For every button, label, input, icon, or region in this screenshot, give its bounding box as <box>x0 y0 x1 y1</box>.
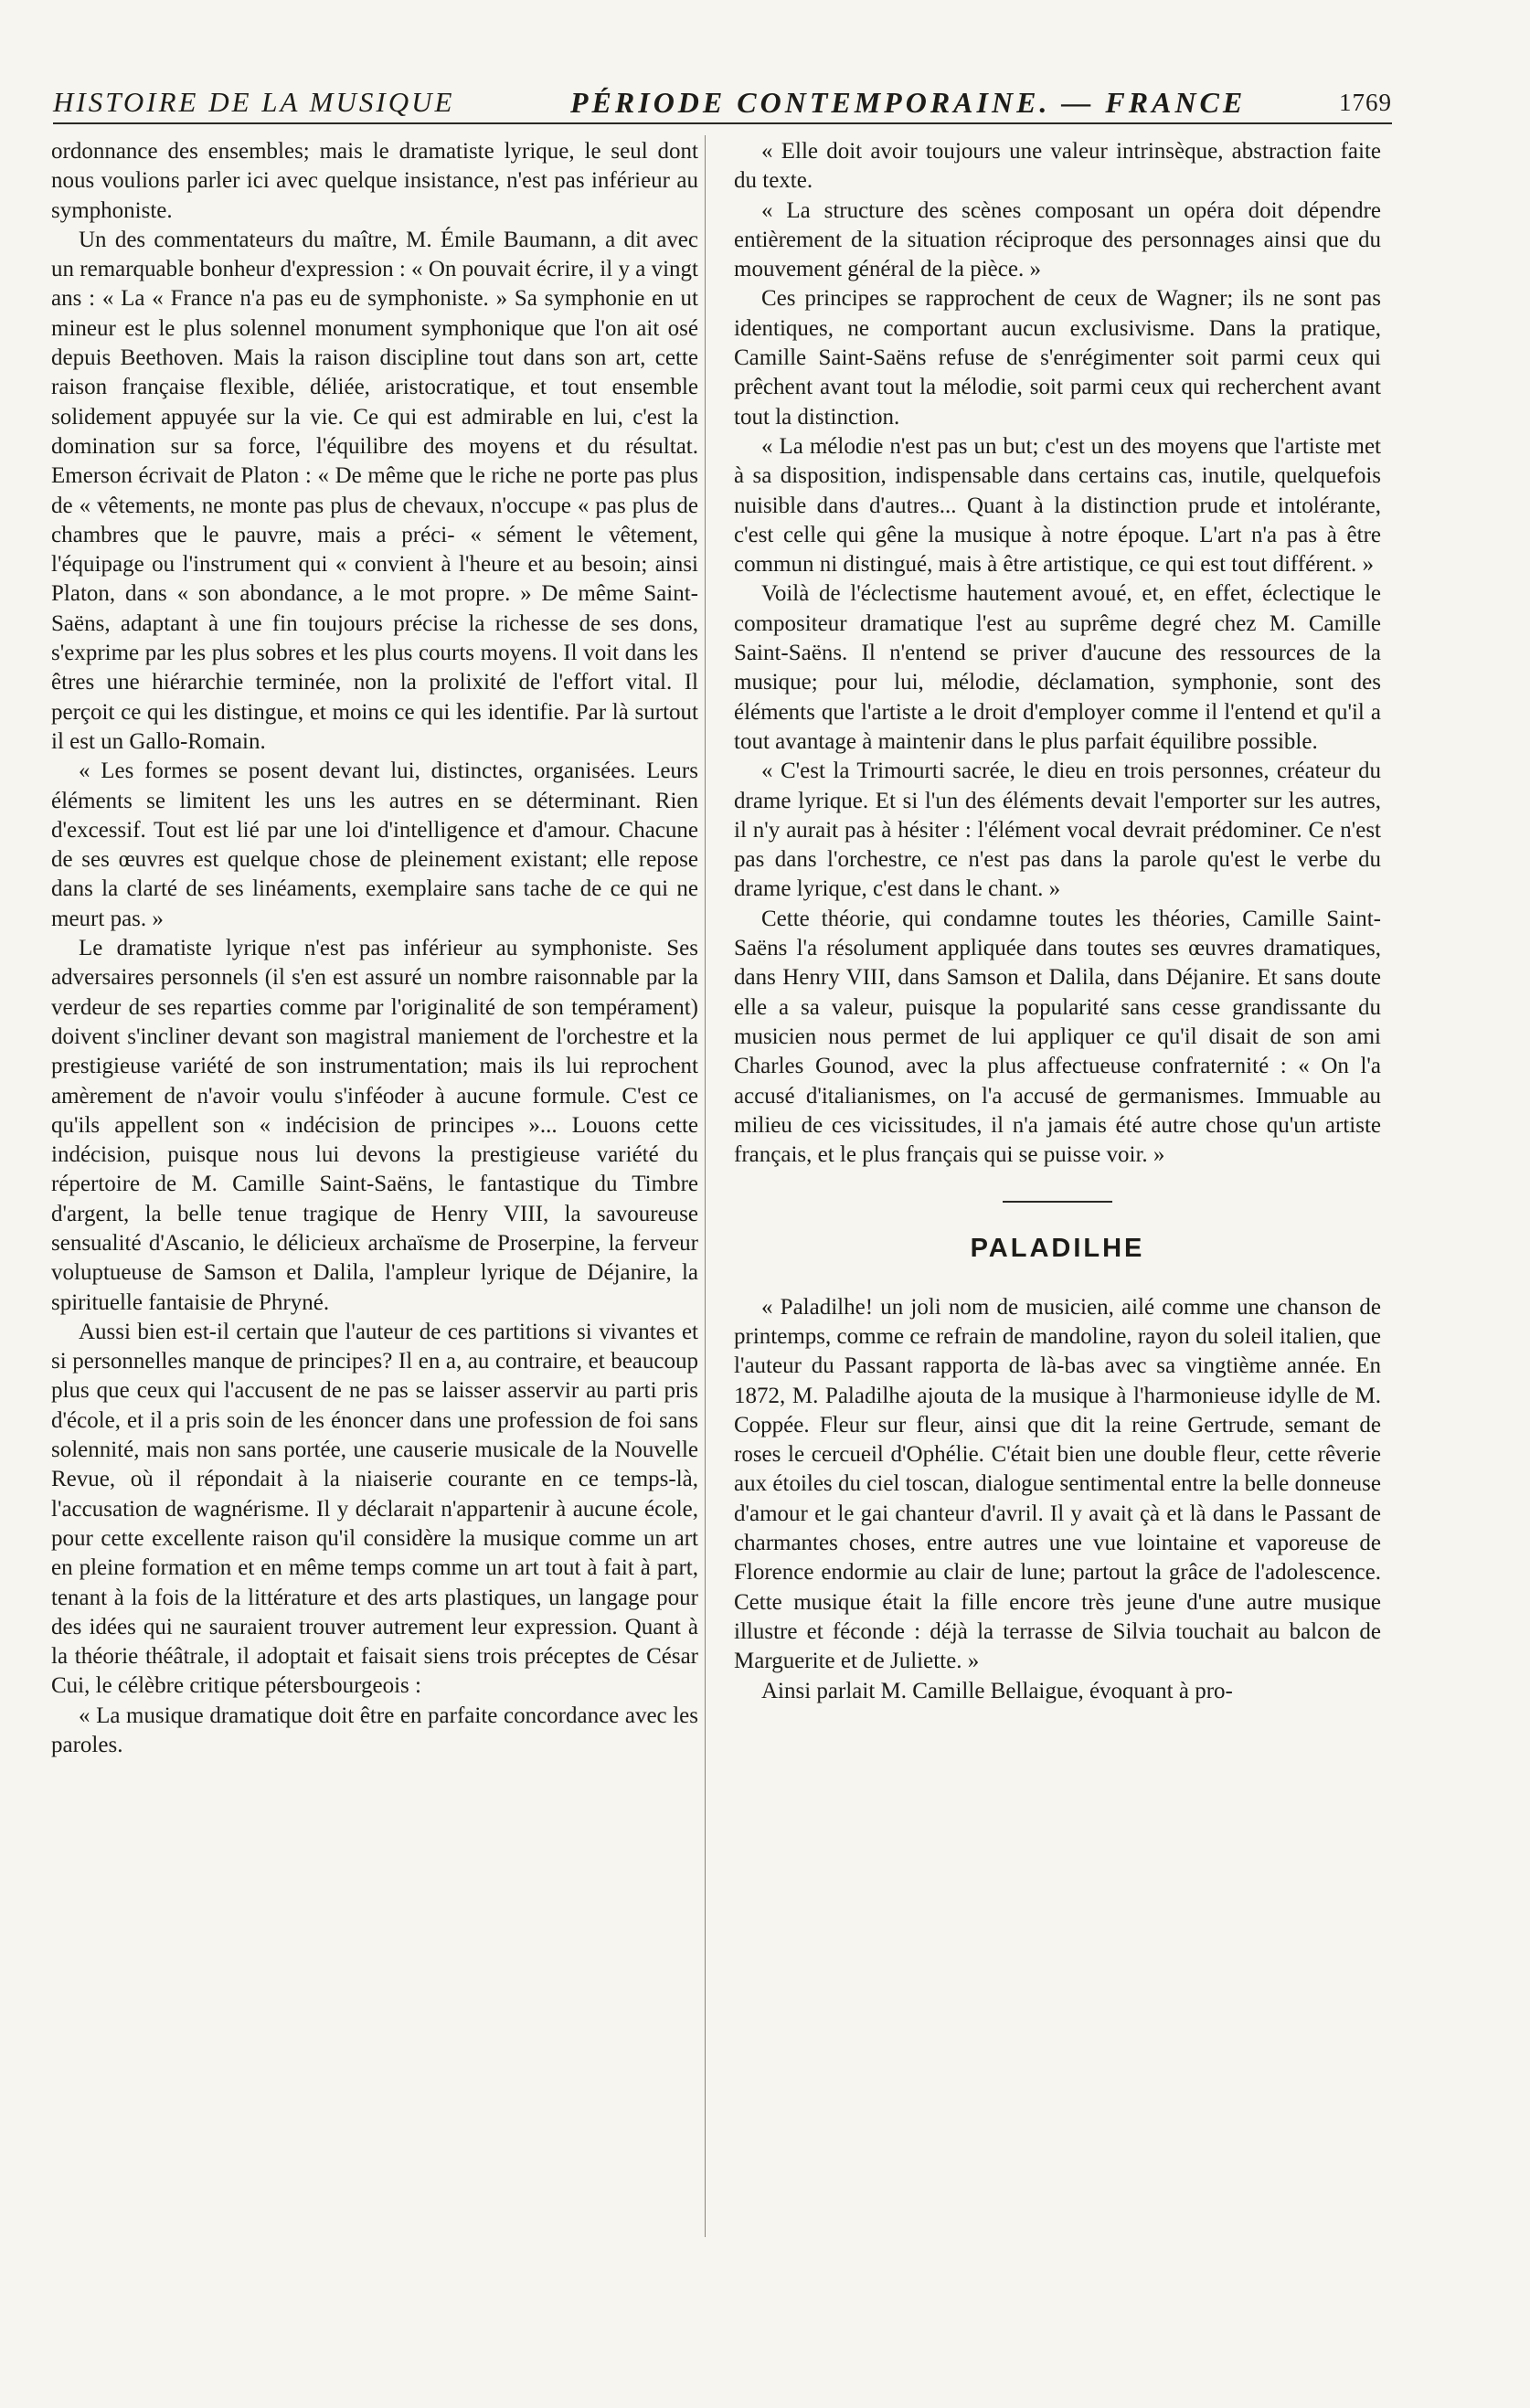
running-header <box>53 82 1392 124</box>
header-book-title: HISTOIRE DE LA MUSIQUE <box>53 86 455 118</box>
paragraph: « Elle doit avoir toujours une valeur intrinsèque, abstraction faite du texte. <box>734 139 1381 194</box>
paragraph: ordonnance des ensembles; mais le dramatiste lyrique, le seul dont nous voulions parler ici avec quelque insistance, n'est pas inférieur au symphoniste. <box>51 139 698 223</box>
left-column <box>51 137 698 1760</box>
paragraph: Ces principes se rapprochent de ceux de Wagner; ils ne sont pas identiques, ne comportant aucun exclusivisme. Dans la pratique, Camille Saint-Saëns refuse de s'enrégimenter soit parmi ceux qui prêchent avant tout la mélodie, soit parmi ceux qui recherchent avant tout la distinction. <box>734 286 1381 430</box>
paragraph: « Les formes se posent devant lui, distinctes, organisées. Leurs éléments se limitent les uns les autres en se déterminant. Rien d'excessif. Tout est lié par une loi d'intelligence et d'amour. Chacune de ses œuvres est quelque chose de pleinement existant; elle repose dans la clarté de ses linéaments, exemplaire sans tache de ce qui ne meurt pas. » <box>51 758 698 931</box>
paragraph: « La musique dramatique doit être en parfaite concordance avec les paroles. <box>51 1703 698 1758</box>
page-number: 1769 <box>1339 89 1392 116</box>
paragraph: Le dramatiste lyrique n'est pas inférieur au symphoniste. Ses adversaires personnels (il s'en est assuré un nombre raisonnable par la verdeur de ses reparties comme par l'originalité de son tempérament) doivent s'incliner devant son magistral maniement de l'orchestre et la prestigieuse variété de son instrumentation; mais ils lui reprochent amèrement de n'avoir voulu s'inféoder à aucune formule. C'est ce qu'ils appellent son « indécision de principes »... Louons cette indécision, puisque nous lui devons la prestigieuse variété du répertoire de M. Camille Saint-Saëns, le fantastique du Timbre d'argent, la belle tenue tragique de Henry VIII, la savoureuse sensualité d'Ascanio, le délicieux archaïsme de Proserpine, la ferveur voluptueuse de Samson et Dalila, l'ampleur lyrique de Déjanire, la spirituelle fantaisie de Phryné. <box>51 936 698 1315</box>
section-separator <box>1003 1201 1112 1203</box>
paragraph: Ainsi parlait M. Camille Bellaigue, évoquant à pro- <box>761 1678 1233 1703</box>
paragraph: Aussi bien est-il certain que l'auteur de ces partitions si vivantes et si personnelles manque de principes? Il en a, au contraire, et beaucoup plus que ceux qui l'accusent de ne pas se laisser asservir au parti pris d'école, et il a pris soin de les énoncer dans une profession de foi sans solennité, mais non sans portée, une causerie musicale de la Nouvelle Revue, où il répondait à la niaiserie courante en ce temps-là, l'accusation de wagnérisme. Il y déclarait n'appartenir à aucune école, pour cette excellente raison qu'il considère la musique comme un art en pleine formation et en même temps comme un art tout à fait à part, tenant à la fois de la littérature et des arts plastiques, un langage pour des idées qui ne sauraient trouver autrement leur expression. Quant à la théorie théâtrale, il adoptait et faisait siens trois préceptes de César Cui, le célèbre critique pétersbourgeois : <box>51 1319 698 1699</box>
paragraph: « Paladilhe! un joli nom de musicien, ailé comme une chanson de printemps, comme ce refrain de mandoline, rayon du soleil italien, que l'auteur du Passant rapporta de là-bas avec sa vingtième année. En 1872, M. Paladilhe ajouta de la musique à l'harmonieuse idylle de M. Coppée. Fleur sur fleur, ainsi que dit la reine Gertrude, semant de roses le cercueil d'Ophélie. C'était bien une double fleur, cette rêverie aux étoiles du ciel toscan, dialogue sentimental entre la belle donneuse d'amour et le gai chanteur d'avril. Il y avait çà et là dans le Passant de charmantes choses, entre autres une vue lointaine et vaporeuse de Florence endormie au clair de lune; partout la grâce de l'adolescence. Cette musique était la fille encore très jeune d'une autre musique illustre et féconde : déjà la terrasse de Silvia touchait au balcon de Marguerite et de Juliette. » <box>734 1294 1381 1674</box>
column-divider <box>705 135 706 2237</box>
section-heading: PALADILHE <box>970 1234 1145 1264</box>
paragraph: Cette théorie, qui condamne toutes les théories, Camille Saint-Saëns l'a résolument appliquée dans toutes ses œuvres dramatiques, dans Henry VIII, dans Samson et Dalila, dans Déjanire. Et sans doute elle a sa valeur, puisque la popularité sans cesse grandissante du musicien nous permet de lui appliquer ce qu'il disait de son ami Charles Gounod, avec la plus affectueuse confraternité : « On l'a accusé d'italianismes, on l'a accusé de germanismes. Immuable au milieu de ces vicissitudes, il n'a jamais été autre chose qu'un artiste français, et le plus français qui se puisse voir. » <box>734 906 1381 1168</box>
right-column <box>734 137 1381 1706</box>
paragraph: « La structure des scènes composant un opéra doit dépendre entièrement de la situation réciproque des personnages ainsi que du mouvement général de la pièce. » <box>734 197 1381 282</box>
paragraph: « La mélodie n'est pas un but; c'est un des moyens que l'artiste met à sa disposition, indispensable dans certains cas, inutile, quelquefois nuisible dans d'autres... Quant à la distinction prude et intolérante, c'est celle qui gêne la musique à notre époque. L'art n'a pas à être commun ni distingué, mais à être artistique, ce qui est tout différent. » <box>734 433 1381 578</box>
paragraph: Voilà de l'éclectisme hautement avoué, et, en effet, éclectique le compositeur dramatique l'est au suprême degré chez M. Camille Saint-Saëns. Il n'entend se priver d'aucune des ressources de la musique; pour lui, mélodie, déclamation, symphonie, sont des éléments que l'artiste a le droit d'employer comme il l'entend et qu'il a tout avantage à maintenir dans le plus parfait équilibre possible. <box>734 581 1381 754</box>
paragraph: Un des commentateurs du maître, M. Émile Baumann, a dit avec un remarquable bonheur d'expression : « On pouvait écrire, il y a vingt ans : « La « France n'a pas eu de symphoniste. » Sa symphonie en ut mineur est le plus solennel monument symphonique que l'on ait osé depuis Beethoven. Mais la raison discipline tout dans son art, cette raison française flexible, déliée, aristocratique, et tout ensemble solidement appuyée sur la vie. Ce qui est admirable en lui, c'est la domination sur sa force, l'équilibre des moyens et du résultat. Emerson écrivait de Platon : « De même que le riche ne porte pas plus de « vêtements, ne monte pas plus de chevaux, n'occupe « pas plus de chambres que le pauvre, mais a préci- « sément le vêtement, l'équipage ou l'instrument qui « convient à l'heure et au besoin; ainsi Platon, dans « son abondance, a le mot propre. » De même Saint-Saëns, adaptant à une fin toujours précise la richesse de ses dons, s'exprime par les plus sobres et les plus courts moyens. Il voit dans les êtres une hiérarchie terminée, non la prolixité de l'effort vital. Il perçoit ce qui les distingue, et moins ce qui les identifie. Par là surtout il est un Gallo-Romain. <box>51 227 698 754</box>
header-section-title: PÉRIODE CONTEMPORAINE. — FRANCE <box>570 86 1247 119</box>
paragraph: « C'est la Trimourti sacrée, le dieu en trois personnes, créateur du drame lyrique. Et si l'un des éléments devait l'emporter sur les autres, il n'y aurait pas à hésiter : l'élément vocal devrait prédominer. Ce n'est pas dans l'orchestre, ce n'est pas dans la parole qu'est le verbe du drame lyrique, c'est dans le chant. » <box>734 758 1381 902</box>
